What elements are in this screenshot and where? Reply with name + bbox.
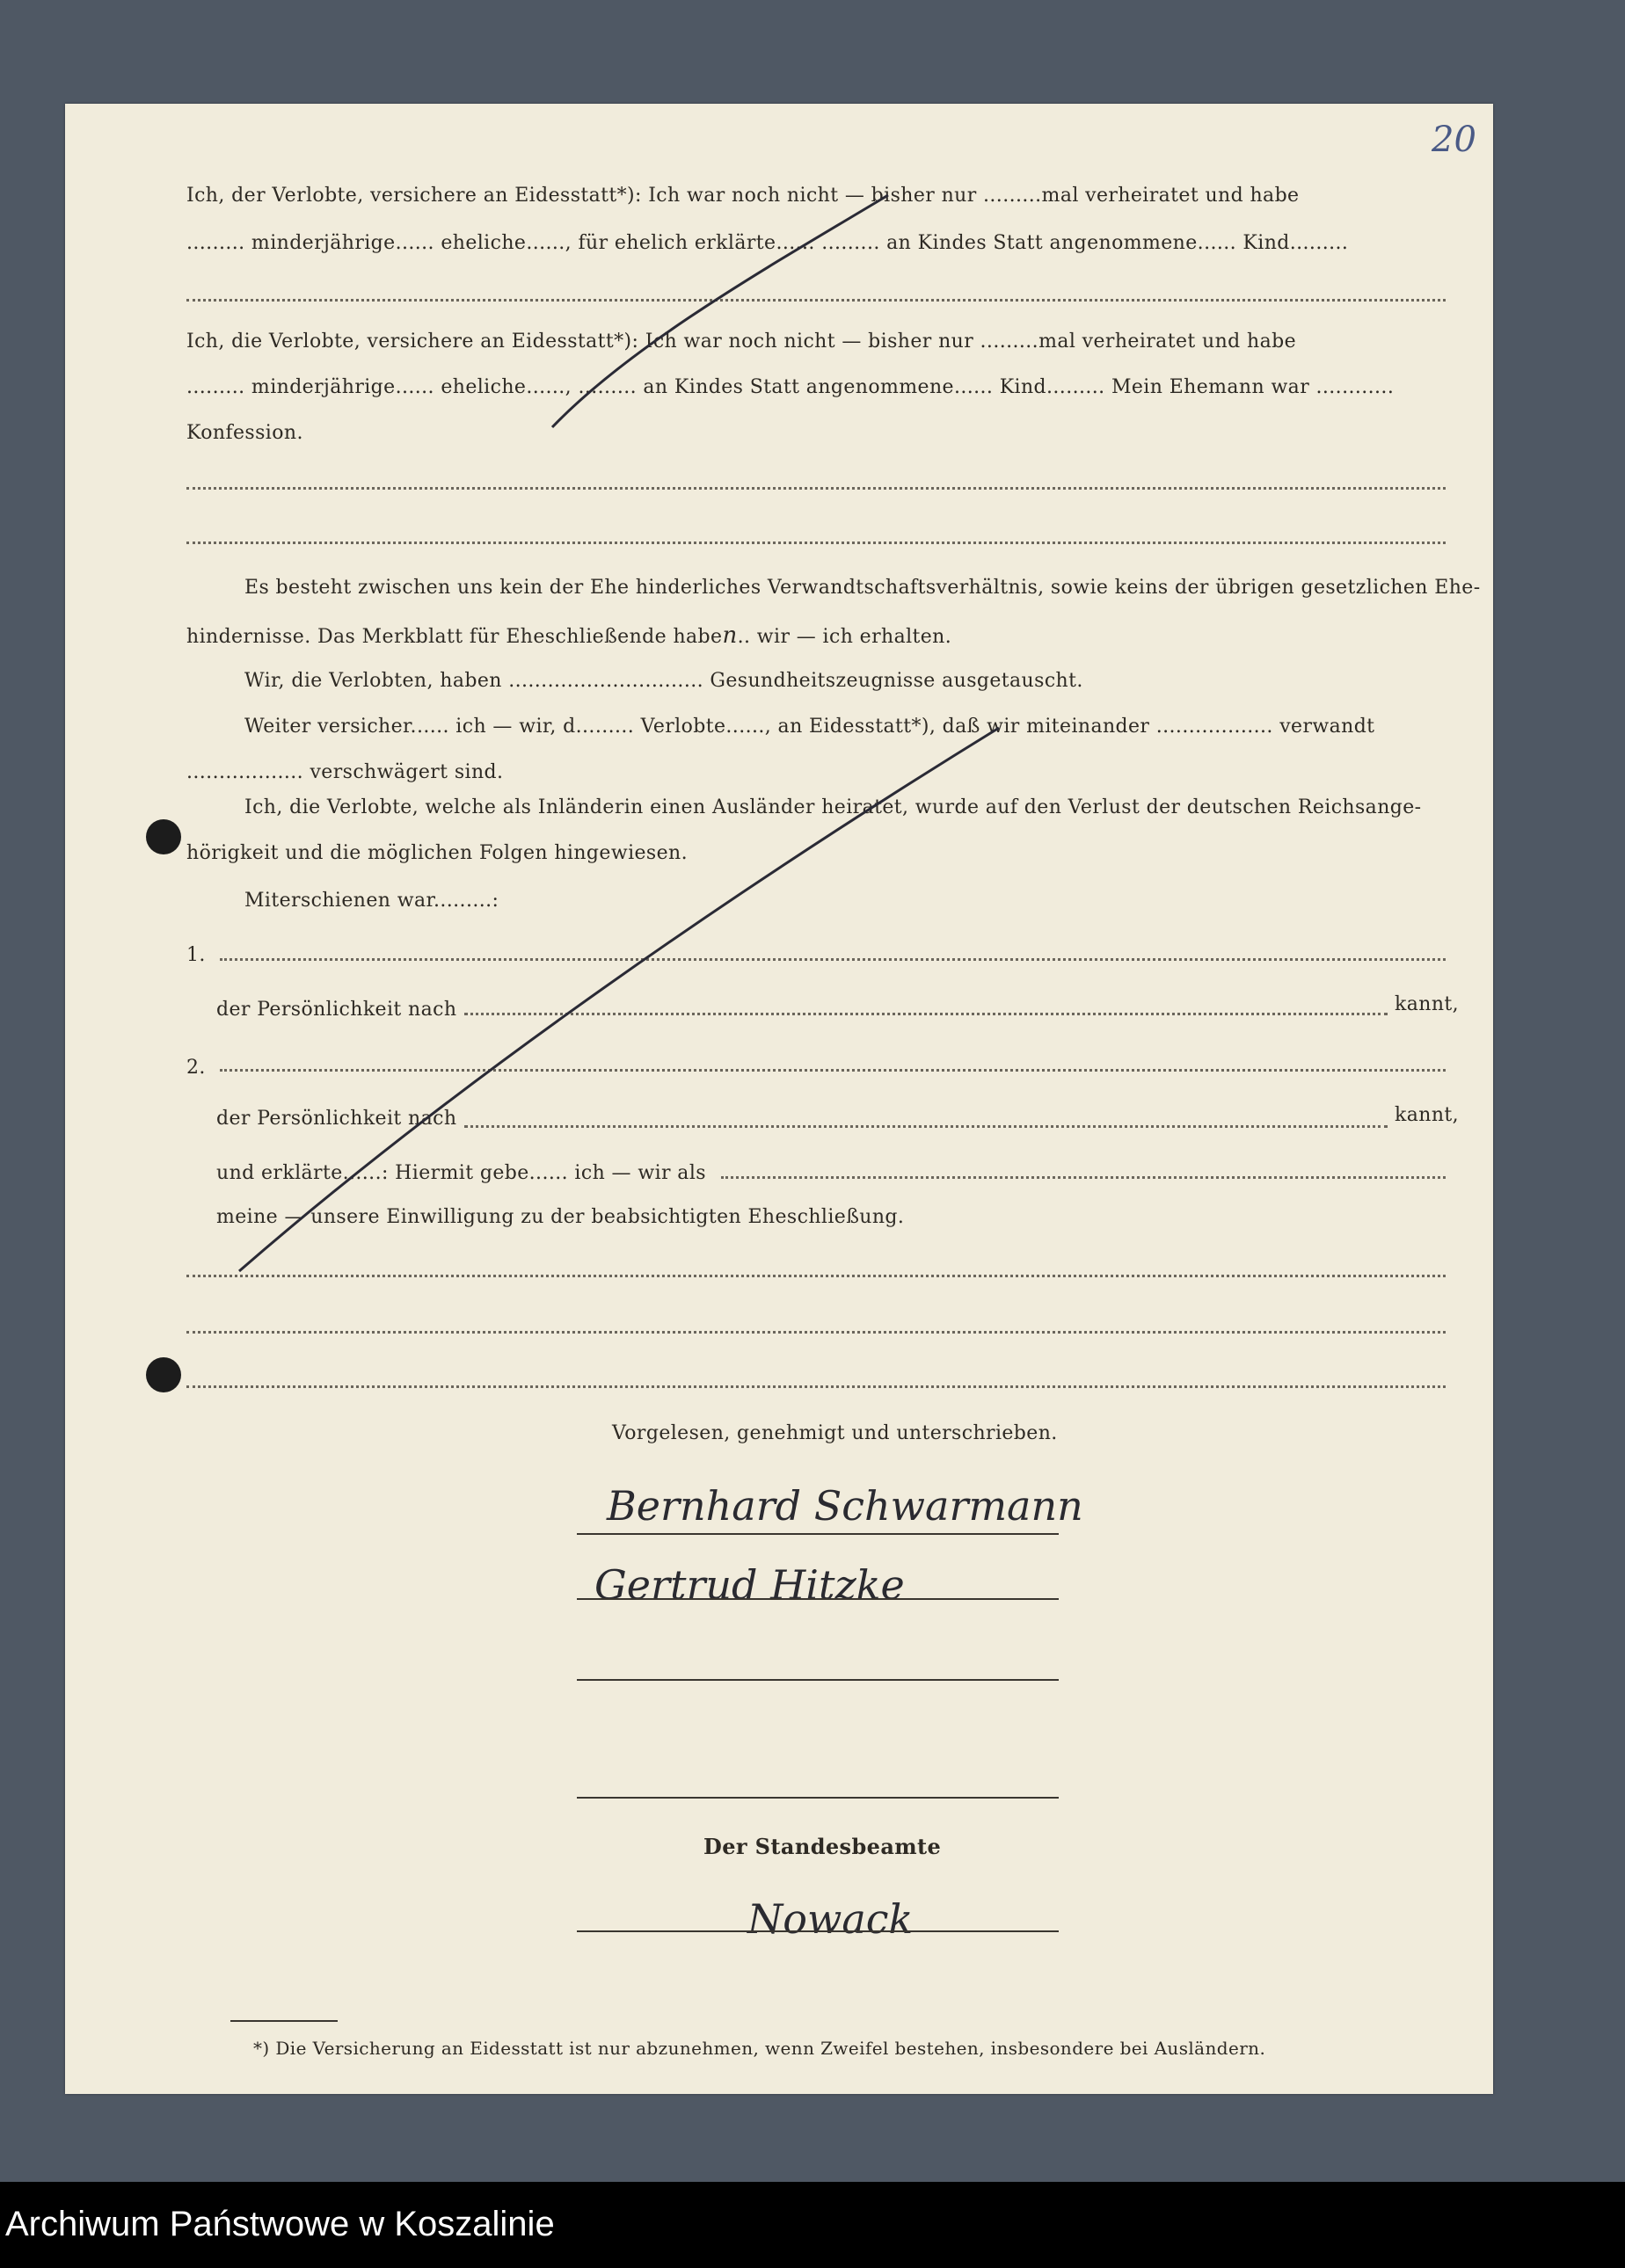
relationship-line-1: Es besteht zwischen uns kein der Ehe hinderliches Verwandtschaftsverhältnis, sowie keins der übrigen gesetzlichen Ehe- [244, 577, 1481, 599]
witness-2-identity: der Persönlichkeit nach [216, 1108, 457, 1130]
footnote: *) Die Versicherung an Eidesstatt ist nur abzunehmen, wenn Zweifel bestehen, insbesondere bei Ausländern. [253, 2038, 1266, 2059]
archive-label: Archiwum Państwowe w Koszalinie [5, 2205, 555, 2243]
official-title: Der Standesbeamte [703, 1834, 942, 1859]
signature-2: Gertrud Hitzke [594, 1561, 905, 1609]
bride-declaration-line-1: Ich, die Verlobte, versichere an Eidesstatt*): Ich war noch nicht — bisher nur .........mal verheiratet und habe [186, 331, 1296, 353]
groom-declaration-line-1: Ich, der Verlobte, versichere an Eidesstatt*): Ich war noch nicht — bisher nur .........mal verheiratet und habe [186, 185, 1300, 207]
witness-2-end: kannt, [1395, 1104, 1460, 1126]
relationship-line-4: Weiter versicher...... ich — wir, d......... Verlobte......, an Eidesstatt*), daß wir miteinander .................. verwandt [244, 716, 1375, 738]
groom-declaration-line-2: ......... minderjährige...... eheliche......, für ehelich erklärte...... ......... an Kindes Statt angenommene...... Kind......... [186, 232, 1349, 254]
signature-intro: Vorgelesen, genehmigt und unterschrieben. [612, 1422, 1058, 1444]
relationship-line-2-end: .. wir — ich erhalten. [737, 626, 952, 648]
relationship-line-6: Ich, die Verlobte, welche als Inländerin einen Ausländer heiratet, wurde auf den Verlust der deutschen Reichsange- [244, 796, 1422, 818]
relationship-line-2-text: hindernisse. Das Merkblatt für Eheschließende habe [186, 626, 723, 648]
witness-1-identity: der Persönlichkeit nach [216, 999, 457, 1021]
signature-1: Bernhard Schwarmann [607, 1482, 1083, 1530]
strike-line-upper [552, 195, 888, 427]
strike-line-lower [239, 728, 999, 1271]
official-signature: Nowack [747, 1895, 914, 1943]
consent-line-1: und erklärte......: Hiermit gebe...... ich — wir als [216, 1162, 706, 1184]
bride-declaration-line-2: ......... minderjährige...... eheliche......, ......... an Kindes Statt angenommene...... Kind......... Mein Ehemann war ............ [186, 376, 1395, 398]
handwritten-n: n [722, 622, 738, 649]
page-number: 20 [1432, 120, 1476, 160]
witness-1-number: 1. [186, 944, 206, 966]
bride-declaration-line-3: Konfession. [186, 422, 303, 444]
witness-1-end: kannt, [1395, 993, 1460, 1015]
consent-line-2: meine — unsere Einwilligung zu der beabsichtigten Eheschließung. [216, 1206, 905, 1228]
relationship-line-5: .................. verschwägert sind. [186, 761, 504, 783]
relationship-line-3: Wir, die Verlobten, haben .............................. Gesundheitszeugnisse ausgetauscht. [244, 670, 1083, 692]
relationship-line-7: hörigkeit und die möglichen Folgen hingewiesen. [186, 842, 688, 864]
relationship-line-8: Miterschienen war.........: [244, 890, 499, 912]
witness-2-number: 2. [186, 1057, 206, 1079]
